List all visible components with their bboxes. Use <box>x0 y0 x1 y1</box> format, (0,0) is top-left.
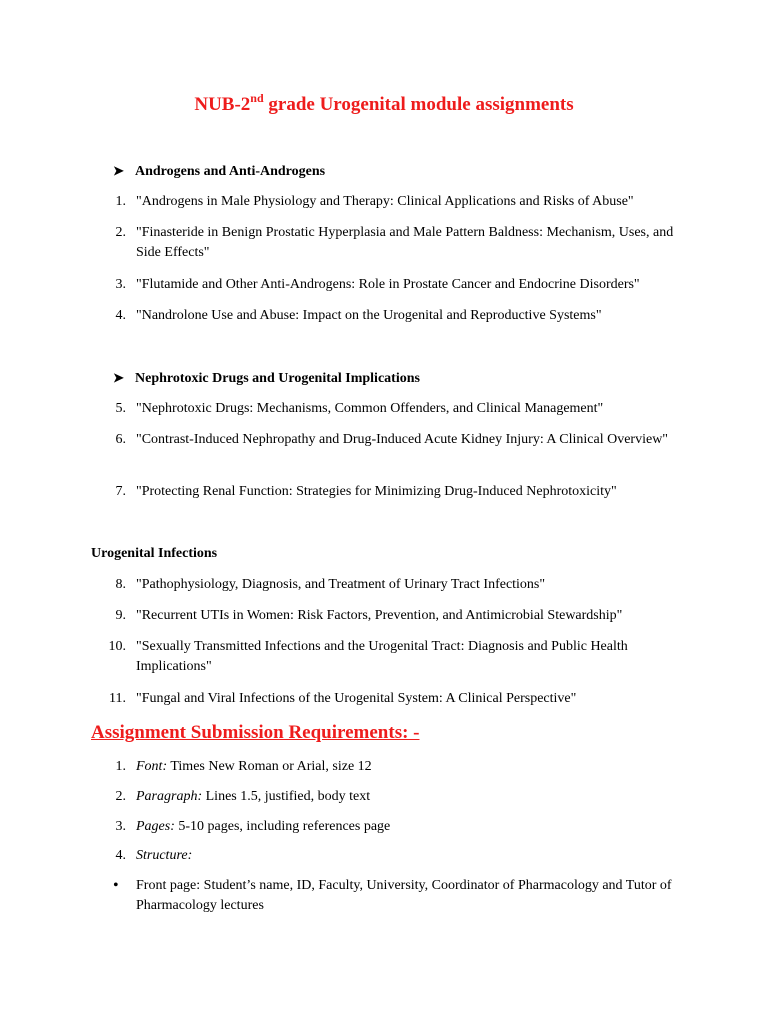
page-title: NUB-2nd grade Urogenital module assignments <box>194 91 574 115</box>
requirements-heading: Assignment Submission Requirements: - <box>91 722 420 743</box>
bullet-dot-icon: • <box>113 877 119 894</box>
requirement-label: Structure: <box>136 848 193 863</box>
section-heading-androgens: ➤ Androgens and Anti-Androgens <box>113 163 326 179</box>
section-heading-infections: Urogenital Infections <box>91 546 218 561</box>
title-superscript: nd <box>250 91 264 105</box>
arrow-bullet-icon: ➤ <box>113 370 124 385</box>
requirement-label: Pages: <box>136 819 175 834</box>
requirement-label: Font: <box>136 759 168 774</box>
arrow-bullet-icon: ➤ <box>113 163 124 178</box>
requirement-label: Paragraph: <box>136 789 203 804</box>
section-heading-nephrotoxic: ➤ Nephrotoxic Drugs and Urogenital Implications <box>113 370 420 386</box>
